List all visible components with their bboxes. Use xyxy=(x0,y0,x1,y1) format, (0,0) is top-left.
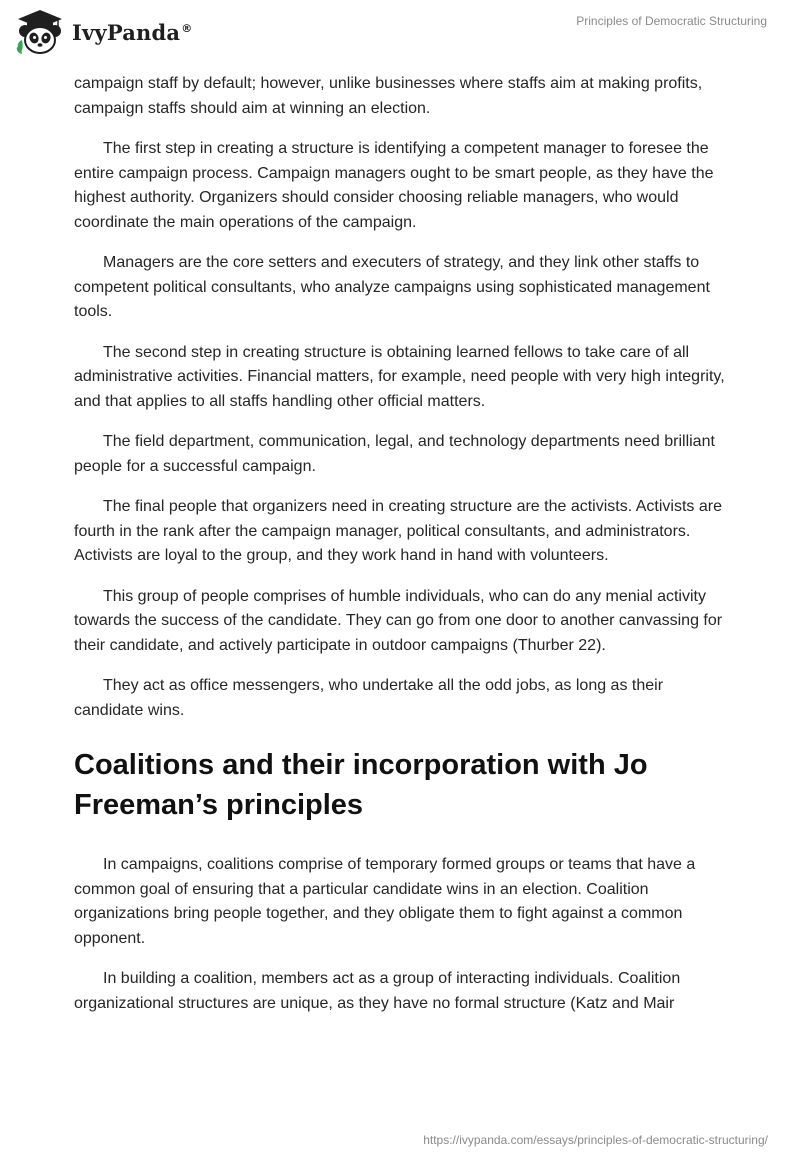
paragraph: The final people that organizers need in creating structure are the activists. Activists are fourth in the rank after the campaign manager, political consultants, and administrators. Activists are loyal to the group, and they work hand in hand with volunteers. xyxy=(74,498,722,564)
paragraph: They act as office messengers, who undertake all the odd jobs, as long as their candidate wins. xyxy=(74,677,664,719)
logo-wordmark: IvyPanda® xyxy=(72,19,193,45)
section-heading: Coalitions and their incorporation with Jo Freeman’s principles xyxy=(74,749,648,821)
document-title: Principles of Democratic Structuring xyxy=(576,14,767,28)
paragraph: Managers are the core setters and executers of strategy, and they link other staffs to competent political consultants, who analyze campaigns using sophisticated management tools. xyxy=(74,254,710,320)
paragraph: This group of people comprises of humble individuals, who can do any menial activity towards the success of the candidate. They can go from one door to another canvassing for their candidate, and actively participate in outdoor campaigns (Thurber 22). xyxy=(74,587,723,654)
paragraph: campaign staff by default; however, unlike businesses where staffs aim at making profits, campaign staffs should aim at winning an election. xyxy=(74,75,703,117)
panda-graduate-icon xyxy=(14,8,66,56)
ivypanda-logo[interactable] xyxy=(14,8,192,56)
essay-body xyxy=(74,72,734,1032)
paragraph: The first step in creating a structure is identifying a competent manager to foresee the entire campaign process. Campaign managers ought to be smart people, as they have the highest authority. Organizers should consider choosing reliable managers, who would coordinate the main operations of the campaign. xyxy=(74,140,714,231)
paragraph: In building a coalition, members act as a group of interacting individuals. Coalition organizational structures are unique, as they have no formal structure (Katz and Mair xyxy=(74,970,681,1012)
source-url-link[interactable]: https://ivypanda.com/essays/principles-of-democratic-structuring/ xyxy=(423,1133,768,1147)
paragraph: The field department, communication, legal, and technology departments need brilliant people for a successful campaign. xyxy=(74,433,715,475)
paragraph: In campaigns, coalitions comprise of temporary formed groups or teams that have a common goal of ensuring that a particular candidate wins in an election. Coalition organizations bring people together, and they obligate them to fight against a common opponent. xyxy=(74,856,696,947)
page-header xyxy=(0,0,800,70)
paragraph: The second step in creating structure is obtaining learned fellows to take care of all administrative activities. Financial matters, for example, need people with very high integrity, and that applies to all staffs handling other official matters. xyxy=(74,343,725,410)
